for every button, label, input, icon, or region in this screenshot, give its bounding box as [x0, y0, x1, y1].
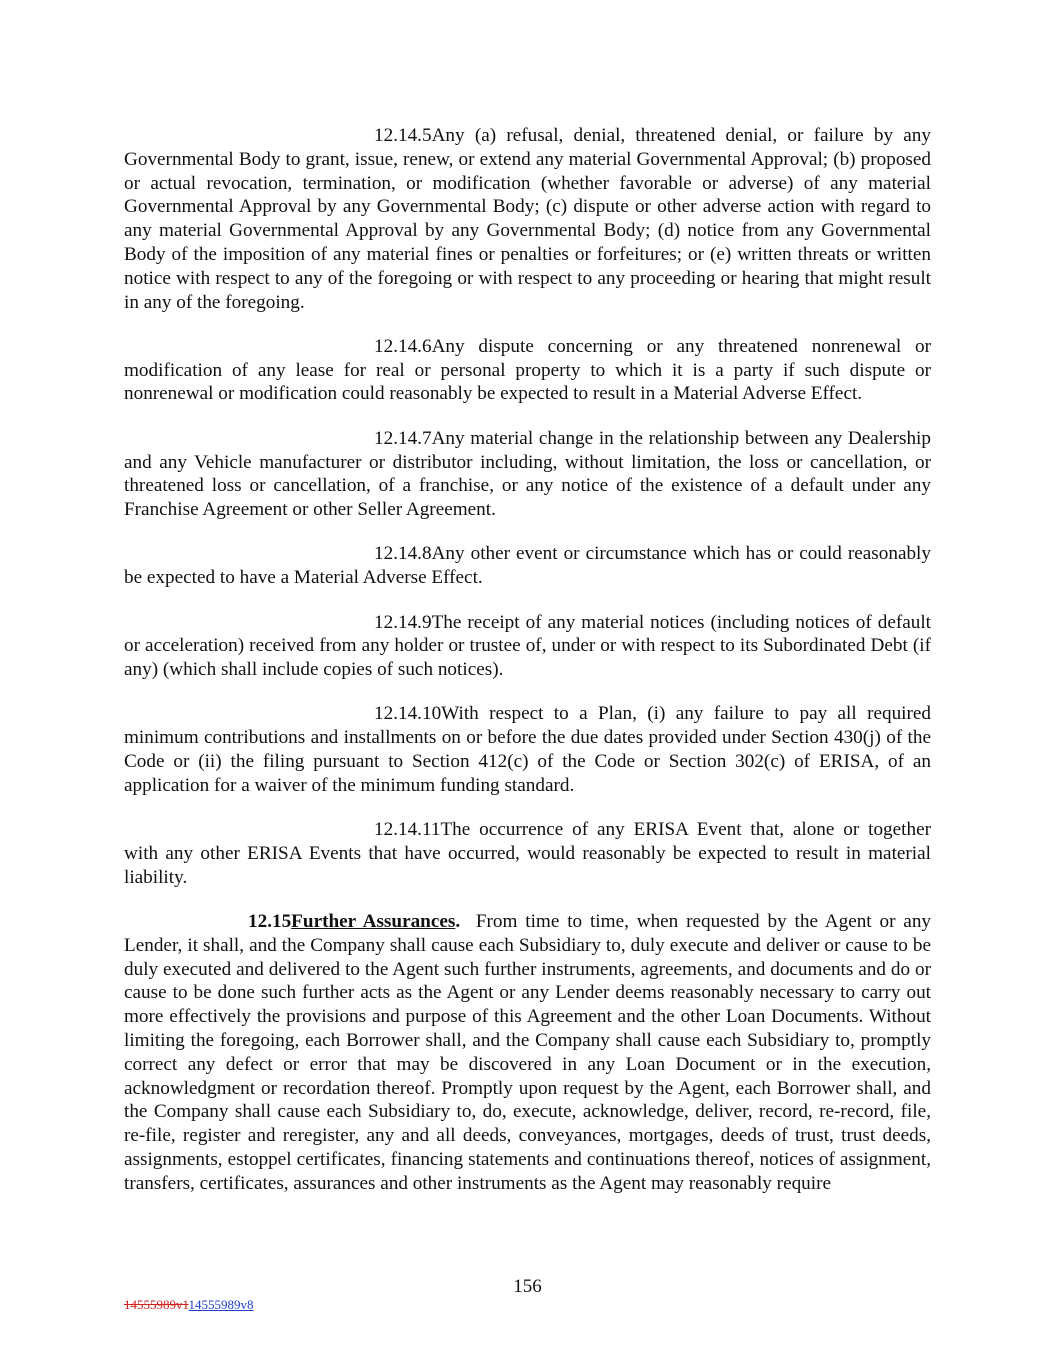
paragraph-12-14-11 — [124, 818, 931, 889]
paragraph-12-14-5 — [124, 124, 931, 314]
paragraph-text: Any (a) refusal, denial, threatened denial, or failure by any Governmental Body to grant, issue, renew, or extend any material Governmental Approval; (b) proposed or actual revocation, termination, or modification (whether favorable or adverse) of any material Governmental Approval by any Governmental Body; (c) dispute or other adverse action with regard to any material Governmental Approval by any Governmental Body; (d) notice from any Governmental Body of the imposition of any material fines or penalties or forfeitures; or (e) written threats or written notice with respect to any of the foregoing or with respect to any proceeding or hearing that might result in any of the foregoing. — [124, 125, 931, 313]
paragraph-text: The occurrence of any ERISA Event that, alone or together with any other ERISA Events that have occurred, would reasonably be expected to result in material liability. — [124, 819, 931, 888]
section-12-15 — [124, 910, 931, 1196]
section-title: Further Assurances — [291, 911, 456, 933]
paragraph-text: Any material change in the relationship between any Dealership and any Vehicle manufacturer or distributor including, without limitation, the loss or cancellation, or threatened loss or cancellation, of a franchise, or any notice of the existence of a default under any Franchise Agreement or other Seller Agreement. — [124, 427, 931, 521]
paragraph-number: 12.14.6 — [374, 335, 432, 357]
paragraph-text: With respect to a Plan, (i) any failure to pay all required minimum contributions and installments on or before the due dates provided under Section 430(j) of the Code or (ii) the filing pursuant to Section 412(c) of the Code or Section 302(c) of ERISA, of an application for a waiver of the minimum funding standard. — [124, 703, 931, 796]
paragraph-12-14-10 — [124, 702, 931, 797]
paragraph-number: 12.14.8 — [374, 543, 432, 565]
paragraph-number: 12.14.11 — [374, 819, 441, 841]
section-number: 12.15 — [248, 911, 292, 933]
document-id-deleted: 14555989v1 — [124, 1297, 189, 1312]
paragraph-text: Any other event or circumstance which has or could reasonably be expected to have a Material Adverse Effect. — [124, 543, 931, 589]
document-page — [124, 124, 931, 1216]
page-number: 156 — [513, 1276, 542, 1297]
paragraph-12-14-9 — [124, 611, 931, 682]
section-title-period: . — [455, 911, 461, 933]
paragraph-12-14-7 — [124, 427, 931, 522]
document-id — [124, 1297, 254, 1313]
paragraph-12-14-8 — [124, 542, 931, 590]
paragraph-number: 12.14.9 — [374, 611, 432, 633]
paragraph-number: 12.14.10 — [374, 703, 442, 725]
document-id-inserted: 14555989v8 — [188, 1297, 254, 1312]
paragraph-number: 12.14.5 — [374, 125, 432, 146]
paragraph-12-14-6 — [124, 335, 931, 406]
paragraph-text: Any dispute concerning or any threatened nonrenewal or modification of any lease for real or personal property to which it is a party if such dispute or nonrenewal or modification could reasonably be expected to result in a Material Adverse Effect. — [124, 335, 931, 405]
paragraph-text: The receipt of any material notices (including notices of default or acceleration) received from any holder or trustee of, under or with respect to its Subordinated Debt (if any) (which shall include copies of such notices). — [124, 611, 931, 681]
paragraph-number: 12.14.7 — [374, 427, 432, 449]
section-text: From time to time, when requested by the Agent or any Lender, it shall, and the Company shall cause each Subsidiary to, duly execute and deliver or cause to be duly executed and delivered to the Agent such further instruments, agreements, and documents and do or cause to be done such further acts as the Agent or any Lender deems reasonably necessary to carry out more effectively the provisions and purpose of this Agreement and the other Loan Documents. Without limiting the foregoing, each Borrower shall, and the Company shall cause each Subsidiary to, promptly correct any defect or error that may be discovered in any Loan Document or in the execution, acknowledgment or recordation thereof. Promptly upon request by the Agent, each Borrower shall, and the Company shall cause each Subsidiary to, do, execute, acknowledge, deliver, record, re-record, file, re-file, register and reregister, any and all deeds, conveyances, mortgages, deeds of trust, trust deeds, assignments, estoppel certificates, financing statements and continuations thereof, notices of assignment, transfers, certificates, assurances and other instruments as the Agent may reasonably require — [124, 911, 932, 1194]
